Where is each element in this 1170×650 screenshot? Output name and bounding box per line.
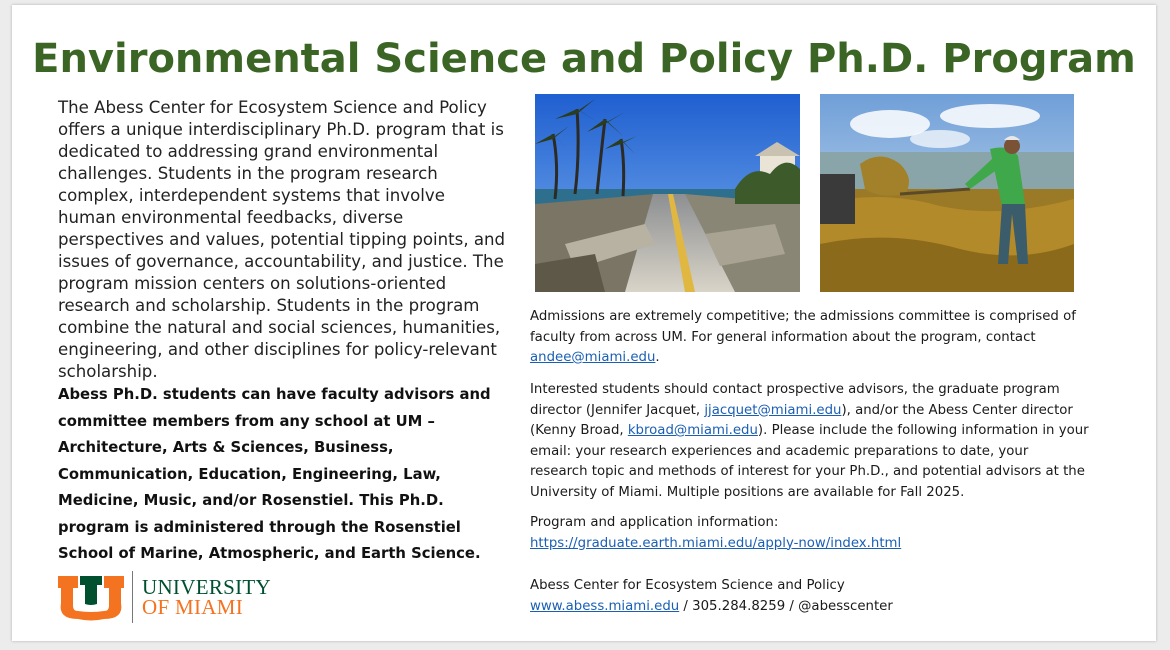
contact-text-2: ), and/or the Abess Center director (Kenny Broad, [530, 402, 1073, 438]
university-logo [58, 571, 298, 627]
logo-line-university: UNIVERSITY [142, 575, 271, 599]
contact-paragraph [530, 380, 1090, 503]
abess-website-link[interactable]: www.abess.miami.edu [530, 598, 680, 614]
program-description: The Abess Center for Ecosystem Science and Policy offers a unique interdisciplinary Ph.D. program that is dedicated to addressing grand environmental challenges. Students in the program research complex, interdependent systems that involve human environmental feedbacks, diverse perspectives and values, potential tipping points, and issues of governance, accountability, and justice. The program mission centers on solutions-oriented research and scholarship. Students in the program combine the natural and social sciences, humanities, engineering, and other disciplines for policy-relevant scholarship. [58, 98, 506, 381]
center-phone-social: / 305.284.8259 / @abesscenter [679, 598, 893, 614]
u-monogram-icon [58, 573, 124, 623]
admissions-paragraph [530, 307, 1090, 369]
admissions-end: . [655, 350, 660, 365]
page-title: Environmental Science and Policy Ph.D. Program [32, 36, 1136, 82]
logo-divider [132, 571, 133, 623]
logo-wordmark [142, 577, 271, 617]
advisors-note: Abess Ph.D. students can have faculty advisors and committee members from any school at UM – Architecture, Arts & Sciences, Business, Communication, Education, Engineering, Law, Medicine, Music, and/or Rosenstiel. This Ph.D. program is administered through the Rosenstiel School of Marine, Atmospheric, and Earth Science. [58, 386, 491, 562]
admissions-text: Admissions are extremely competitive; the admissions committee is comprised of faculty from across UM. For general information about the program, contact [530, 309, 1076, 345]
kbroad-email-link[interactable]: kbroad@miami.edu [627, 423, 758, 438]
center-name: Abess Center for Ecosystem Science and Policy [530, 578, 845, 593]
program-info-paragraph [530, 513, 1090, 554]
center-contact-paragraph [530, 576, 1090, 617]
andee-email-link[interactable]: andee@miami.edu [530, 350, 656, 365]
contact-text-1: Interested students should contact prospective advisors, the graduate program director (Jennifer Jacquet, [530, 382, 1060, 418]
contact-text-3: ). Please include the following information in your email: your research experiences and academic preparations to date, your research topic and methods of interest for your Ph.D., and potential advisors at the University of Miami. Multiple positions are available for Fall 2025. [530, 423, 1089, 500]
apply-now-link[interactable]: https://graduate.earth.miami.edu/apply-now/index.html [530, 535, 902, 551]
program-info-label: Program and application information: [530, 515, 779, 530]
jjacquet-email-link[interactable]: jjacquet@miami.edu [704, 402, 842, 418]
flyer-slide [12, 5, 1156, 641]
logo-line-of-miami: OF MIAMI [142, 595, 243, 619]
seaweed-cleanup-photo [820, 94, 1074, 292]
hurricane-damage-photo [535, 94, 800, 292]
